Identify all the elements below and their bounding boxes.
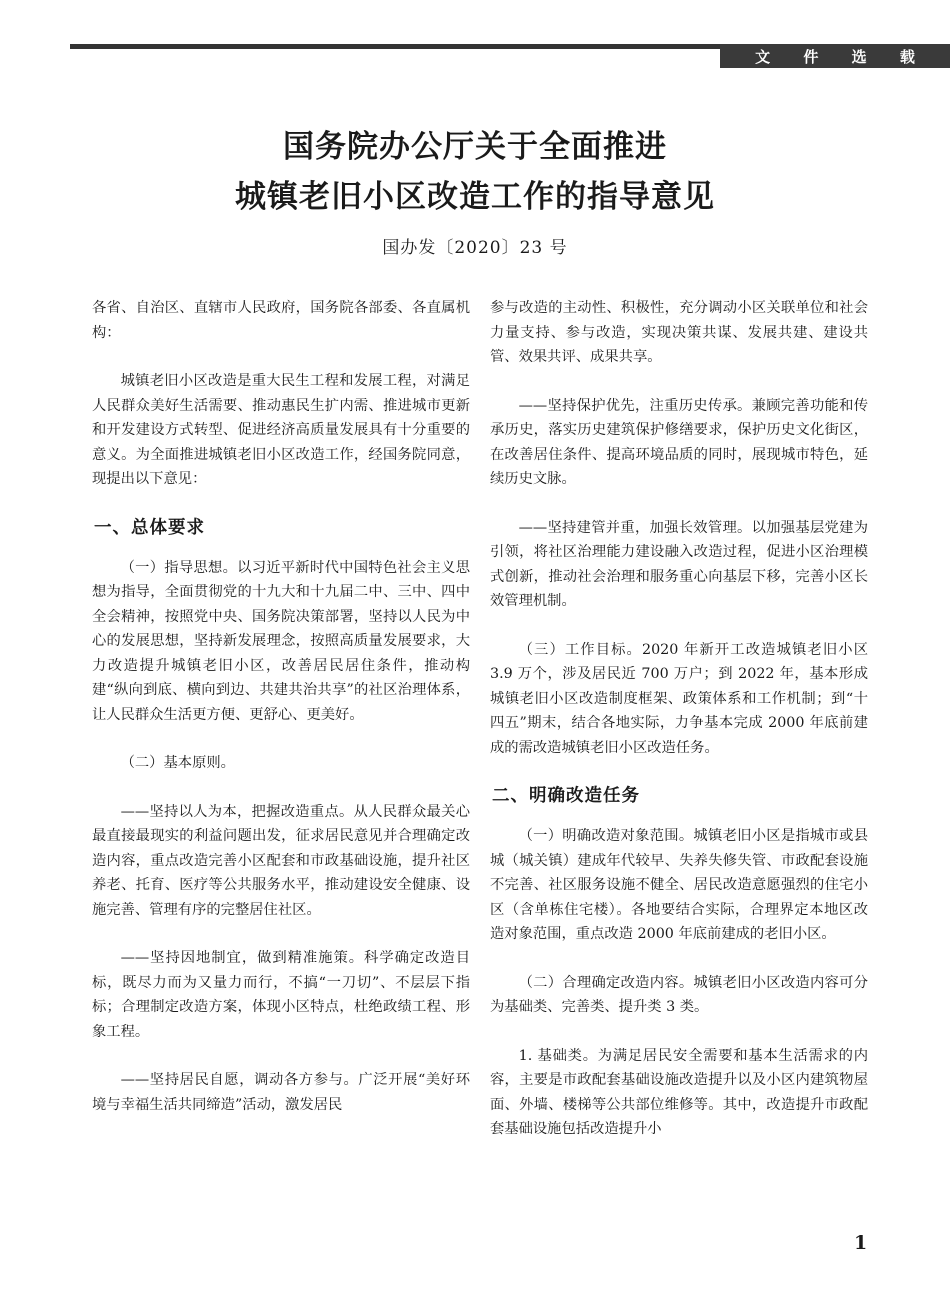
paragraph-work-goals: （三）工作目标。2020 年新开工改造城镇老旧小区 3.9 万个，涉及居民近 700 万户；到 2022 年，基本形成城镇老旧小区改造制度框架、政策体系和工作机制；到“十四五”期末，结合各地实际，力争基本完成 2000 年底前建成的需改造城镇老旧小区改造任务。 <box>490 641 868 756</box>
right-column <box>490 296 868 1142</box>
intro-paragraph: 城镇老旧小区改造是重大民生工程和发展工程，对满足人民群众美好生活需要、推动惠民生扩内需、推进城市更新和开发建设方式转型、促进经济高质量发展具有十分重要的意义。为全面推进城镇老旧小区改造工作，经国务院同意，现提出以下意见： <box>92 373 470 487</box>
salutation: 各省、自治区、直辖市人民政府，国务院各部委、各直属机构： <box>92 300 470 341</box>
principle-local-conditions: ——坚持因地制宜，做到精准施策。科学确定改造目标，既尽力而为又量力而行，不搞“一刀切”、不层层下指标；合理制定改造方案，体现小区特点，杜绝政绩工程、形象工程。 <box>92 950 470 1040</box>
title-line-1: 国务院办公厅关于全面推进 <box>283 129 667 165</box>
section-heading-2: 二、明确改造任务 <box>492 786 640 806</box>
principle-resident-voluntary-start: ——坚持居民自愿，调动各方参与。广泛开展“美好环境与幸福生活共同缔造”活动，激发居民 <box>92 1072 470 1113</box>
principle-long-term-management: ——坚持建管并重，加强长效管理。以加强基层党建为引领，将社区治理能力建设融入改造过程，促进小区治理模式创新，推动社会治理和服务重心向基层下移，完善小区长效管理机制。 <box>490 519 868 609</box>
principle-resident-voluntary-end: 参与改造的主动性、积极性，充分调动小区关联单位和社会力量支持、参与改造，实现决策共谋、发展共建、建设共管、效果共评、成果共享。 <box>490 300 868 365</box>
page-number: 1 <box>854 1232 868 1254</box>
document-number: 国办发〔2020〕23 号 <box>382 238 568 258</box>
left-column <box>92 296 470 1117</box>
section-label: 文 件 选 载 <box>720 44 950 68</box>
document-title <box>0 122 950 222</box>
title-line-2: 城镇老旧小区改造工作的指导意见 <box>235 179 715 215</box>
paragraph-basic-principles: （二）基本原则。 <box>120 755 235 771</box>
paragraph-guiding-ideology: （一）指导思想。以习近平新时代中国特色社会主义思想为指导，全面贯彻党的十九大和十九届二中、三中、四中全会精神，按照党中央、国务院决策部署，坚持以人民为中心的发展思想，坚持新发展理念，按照高质量发展要求，大力改造提升城镇老旧小区，改善居民居住条件，推动构建“纵向到底、横向到边、共建共治共享”的社区治理体系，让人民群众生活更方便、更舒心、更美好。 <box>92 559 470 723</box>
paragraph-basic-category: 1. 基础类。为满足居民安全需要和基本生活需求的内容，主要是市政配套基础设施改造提升以及小区内建筑物屋面、外墙、楼梯等公共部位维修等。其中，改造提升市政配套基础设施包括改造提升小 <box>490 1047 868 1137</box>
principle-people-centered: ——坚持以人为本，把握改造重点。从人民群众最关心最直接最现实的利益问题出发，征求居民意见并合理确定改造内容，重点改造完善小区配套和市政基础设施，提升社区养老、托育、医疗等公共服务水平，推动建设安全健康、设施完善、管理有序的完整居住社区。 <box>92 803 470 918</box>
header-rule <box>70 44 720 49</box>
paragraph-renovation-scope: （一）明确改造对象范围。城镇老旧小区是指城市或县城（城关镇）建成年代较早、失养失修失管、市政配套设施不完善、社区服务设施不健全、居民改造意愿强烈的住宅小区（含单栋住宅楼）。各地要结合实际，合理界定本地区改造对象范围，重点改造 2000 年底前建成的老旧小区。 <box>490 828 868 942</box>
principle-heritage-protection: ——坚持保护优先，注重历史传承。兼顾完善功能和传承历史，落实历史建筑保护修缮要求，保护历史文化街区，在改善居住条件、提高环境品质的同时，展现城市特色，延续历史文脉。 <box>490 397 868 487</box>
section-heading-1: 一、总体要求 <box>94 517 205 538</box>
paragraph-renovation-content: （二）合理确定改造内容。城镇老旧小区改造内容可分为基础类、完善类、提升类 3 类。 <box>490 974 868 1015</box>
